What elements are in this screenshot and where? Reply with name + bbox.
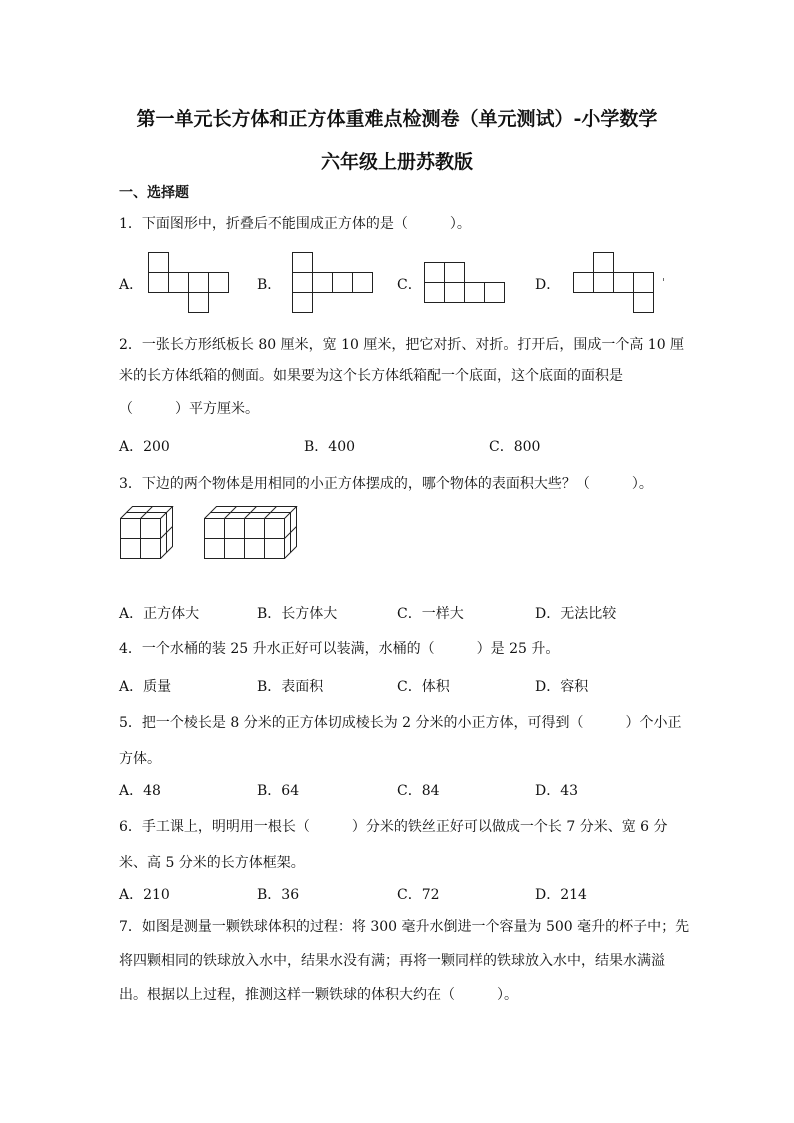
question-6-line2: 米、高 5 分米的长方体框架。 xyxy=(119,855,305,871)
question-2-line3: （ ）平方厘米。 xyxy=(119,401,259,417)
question-2-line2: 米的长方体纸箱的侧面。如果要为这个长方体纸箱配一个底面，这个底面的面积是 xyxy=(119,368,623,384)
q3-option-a: A．正方体大 xyxy=(119,606,200,622)
q4-option-a: A．质量 xyxy=(119,679,172,695)
q1-option-b-label: B． xyxy=(257,277,282,293)
q1-option-a-label: A． xyxy=(119,277,144,293)
question-5-line1: 5．把一个棱长是 8 分米的正方体切成棱长为 2 分米的小正方体，可得到（ ）个小正 xyxy=(119,715,682,731)
q6-option-c: C．72 xyxy=(397,887,440,903)
q4-option-c: C．体积 xyxy=(397,679,450,695)
question-2-line1: 2．一张长方形纸板长 80 厘米，宽 10 厘米，把它对折、对折。打开后，围成一个高 10 厘 xyxy=(119,337,685,353)
doc-title-line1: 第一单元长方体和正方体重难点检测卷（单元测试）-小学数学 xyxy=(136,108,658,130)
q1-option-b-net xyxy=(292,252,376,314)
q6-option-a: A．210 xyxy=(119,887,170,903)
q4-option-d: D．容积 xyxy=(535,679,589,695)
q1-option-d-label: D． xyxy=(535,277,561,293)
q5-option-c: C．84 xyxy=(397,783,440,799)
question-3-text: 3．下边的两个物体是用相同的小正方体摆成的，哪个物体的表面积大些？（ ）。 xyxy=(119,476,653,492)
q1-option-d-net xyxy=(573,252,657,314)
question-6-line1: 6．手工课上，明明用一根长（ ）分米的铁丝正好可以做成一个长 7 分米、宽 6 分 xyxy=(119,819,668,835)
section-heading: 一、选择题 xyxy=(119,185,189,201)
q6-option-d: D．214 xyxy=(535,887,587,903)
q1-option-c-label: C． xyxy=(397,277,422,293)
question-7-line1: 7．如图是测量一颗铁球体积的过程：将 300 毫升水倒进一个容量为 500 毫升的杯子中；先 xyxy=(119,919,690,935)
q2-option-a: A．200 xyxy=(119,439,170,455)
q4-option-b: B．表面积 xyxy=(257,679,324,695)
cuboid-figure xyxy=(204,502,304,562)
question-1-text: 1．下面图形中，折叠后不能围成正方体的是（ ）。 xyxy=(119,216,471,232)
stray-mark: ' xyxy=(662,276,666,289)
q3-option-d: D．无法比较 xyxy=(535,606,617,622)
q3-option-c: C．一样大 xyxy=(397,606,464,622)
question-7-line2: 将四颗相同的铁球放入水中，结果水没有满；再将一颗同样的铁球放入水中，结果水满溢 xyxy=(119,953,665,969)
q3-option-b: B．长方体大 xyxy=(257,606,338,622)
q2-option-c: C．800 xyxy=(489,439,541,455)
doc-title-line2: 六年级上册苏教版 xyxy=(320,151,473,173)
q5-option-b: B．64 xyxy=(257,783,300,799)
q2-option-b: B．400 xyxy=(304,439,356,455)
q1-option-c-net xyxy=(424,262,508,304)
question-7-line3: 出。根据以上过程，推测这样一颗铁球的体积大约在（ ）。 xyxy=(119,987,518,1003)
q5-option-d: D．43 xyxy=(535,783,579,799)
q5-option-a: A．48 xyxy=(119,783,161,799)
q1-option-a-net xyxy=(148,252,232,314)
question-4-text: 4．一个水桶的装 25 升水正好可以装满，水桶的（ ）是 25 升。 xyxy=(119,641,560,657)
question-5-line2: 方体。 xyxy=(119,751,161,767)
q6-option-b: B．36 xyxy=(257,887,300,903)
cube-figure xyxy=(120,502,180,562)
